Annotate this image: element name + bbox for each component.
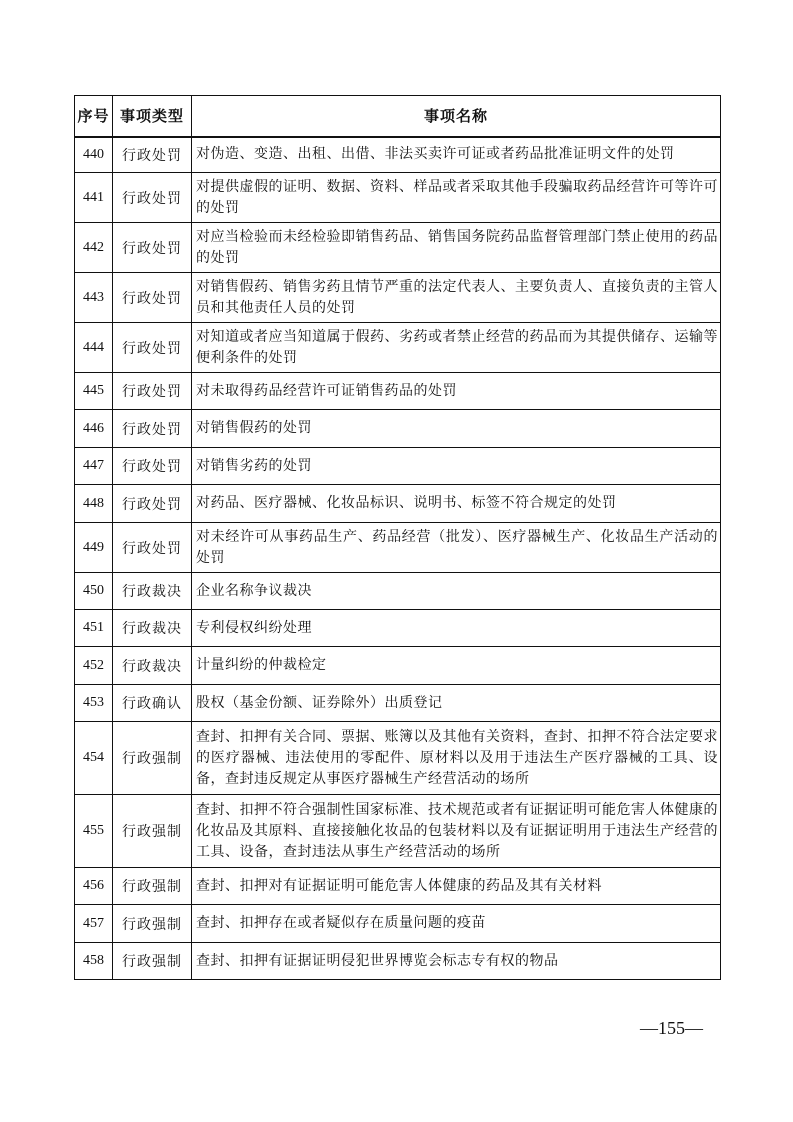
table-row: [75, 905, 721, 943]
row-number: 454: [75, 722, 113, 795]
row-name: 专利侵权纠纷处理: [192, 610, 721, 647]
row-name: 查封、扣押对有证据证明可能危害人体健康的药品及其有关材料: [192, 868, 721, 905]
row-name: 查封、扣押有证据证明侵犯世界博览会标志专有权的物品: [192, 943, 721, 980]
header-name: 事项名称: [192, 96, 721, 137]
row-type: 行政强制: [113, 722, 192, 795]
row-name: 对伪造、变造、出租、出借、非法买卖许可证或者药品批准证明文件的处罚: [192, 137, 721, 173]
row-type: 行政处罚: [113, 223, 192, 273]
row-name: 计量纠纷的仲裁检定: [192, 647, 721, 685]
row-type: 行政处罚: [113, 410, 192, 448]
row-name: 查封、扣押不符合强制性国家标准、技术规范或者有证据证明可能危害人体健康的化妆品及其原料、直接接触化妆品的包装材料以及有证据证明用于违法生产经营的工具、设备，查封违法从事生产经营活动的场所: [192, 795, 721, 868]
row-number: 440: [75, 137, 113, 173]
row-type: 行政确认: [113, 685, 192, 722]
row-number: 449: [75, 523, 113, 573]
row-name: 对未经许可从事药品生产、药品经营（批发）、医疗器械生产、化妆品生产活动的处罚: [192, 523, 721, 573]
row-number: 455: [75, 795, 113, 868]
row-type: 行政裁决: [113, 610, 192, 647]
row-name: 查封、扣押有关合同、票据、账簿以及其他有关资料，查封、扣押不符合法定要求的医疗器械、违法使用的零配件、原材料以及用于违法生产医疗器械的工具、设备，查封违反规定从事医疗器械生产经营活动的场所: [192, 722, 721, 795]
matters-table: [74, 95, 721, 980]
row-type: 行政处罚: [113, 137, 192, 173]
row-type: 行政裁决: [113, 647, 192, 685]
row-type: 行政处罚: [113, 485, 192, 523]
header-seq: 序号: [75, 96, 113, 137]
table-row: [75, 485, 721, 523]
page-number: —155—: [640, 1018, 703, 1038]
row-name: 对销售假药的处罚: [192, 410, 721, 448]
table-row: [75, 685, 721, 722]
row-type: 行政裁决: [113, 573, 192, 610]
row-number: 446: [75, 410, 113, 448]
table-row: [75, 573, 721, 610]
table-row: [75, 323, 721, 373]
table-row: [75, 448, 721, 485]
table-row: [75, 223, 721, 273]
row-number: 458: [75, 943, 113, 980]
row-number: 457: [75, 905, 113, 943]
row-type: 行政处罚: [113, 523, 192, 573]
table-row: [75, 722, 721, 795]
row-number: 448: [75, 485, 113, 523]
row-number: 453: [75, 685, 113, 722]
row-number: 452: [75, 647, 113, 685]
row-type: 行政处罚: [113, 273, 192, 323]
row-number: 443: [75, 273, 113, 323]
table-row: [75, 173, 721, 223]
row-type: 行政处罚: [113, 448, 192, 485]
row-type: 行政强制: [113, 868, 192, 905]
row-name: 对知道或者应当知道属于假药、劣药或者禁止经营的药品而为其提供储存、运输等便利条件的处罚: [192, 323, 721, 373]
row-name: 对提供虚假的证明、数据、资料、样品或者采取其他手段骗取药品经营许可等许可的处罚: [192, 173, 721, 223]
row-number: 451: [75, 610, 113, 647]
row-name: 查封、扣押存在或者疑似存在质量问题的疫苗: [192, 905, 721, 943]
row-number: 441: [75, 173, 113, 223]
row-number: 445: [75, 373, 113, 410]
row-number: 442: [75, 223, 113, 273]
row-number: 447: [75, 448, 113, 485]
row-name: 股权（基金份额、证券除外）出质登记: [192, 685, 721, 722]
header-row: [75, 96, 721, 137]
table-row: [75, 137, 721, 173]
row-number: 444: [75, 323, 113, 373]
row-number: 450: [75, 573, 113, 610]
table-row: [75, 410, 721, 448]
row-type: 行政处罚: [113, 173, 192, 223]
row-type: 行政强制: [113, 795, 192, 868]
row-type: 行政处罚: [113, 323, 192, 373]
header-type: 事项类型: [113, 96, 192, 137]
table-row: [75, 647, 721, 685]
row-name: 对销售劣药的处罚: [192, 448, 721, 485]
table-row: [75, 523, 721, 573]
table-row: [75, 943, 721, 980]
table-row: [75, 373, 721, 410]
row-name: 对应当检验而未经检验即销售药品、销售国务院药品监督管理部门禁止使用的药品的处罚: [192, 223, 721, 273]
row-name: 对药品、医疗器械、化妆品标识、说明书、标签不符合规定的处罚: [192, 485, 721, 523]
row-number: 456: [75, 868, 113, 905]
table-row: [75, 795, 721, 868]
table-row: [75, 610, 721, 647]
row-type: 行政强制: [113, 905, 192, 943]
table-row: [75, 868, 721, 905]
row-type: 行政强制: [113, 943, 192, 980]
row-type: 行政处罚: [113, 373, 192, 410]
table-row: [75, 273, 721, 323]
row-name: 企业名称争议裁决: [192, 573, 721, 610]
row-name: 对销售假药、销售劣药且情节严重的法定代表人、主要负责人、直接负责的主管人员和其他责任人员的处罚: [192, 273, 721, 323]
row-name: 对未取得药品经营许可证销售药品的处罚: [192, 373, 721, 410]
